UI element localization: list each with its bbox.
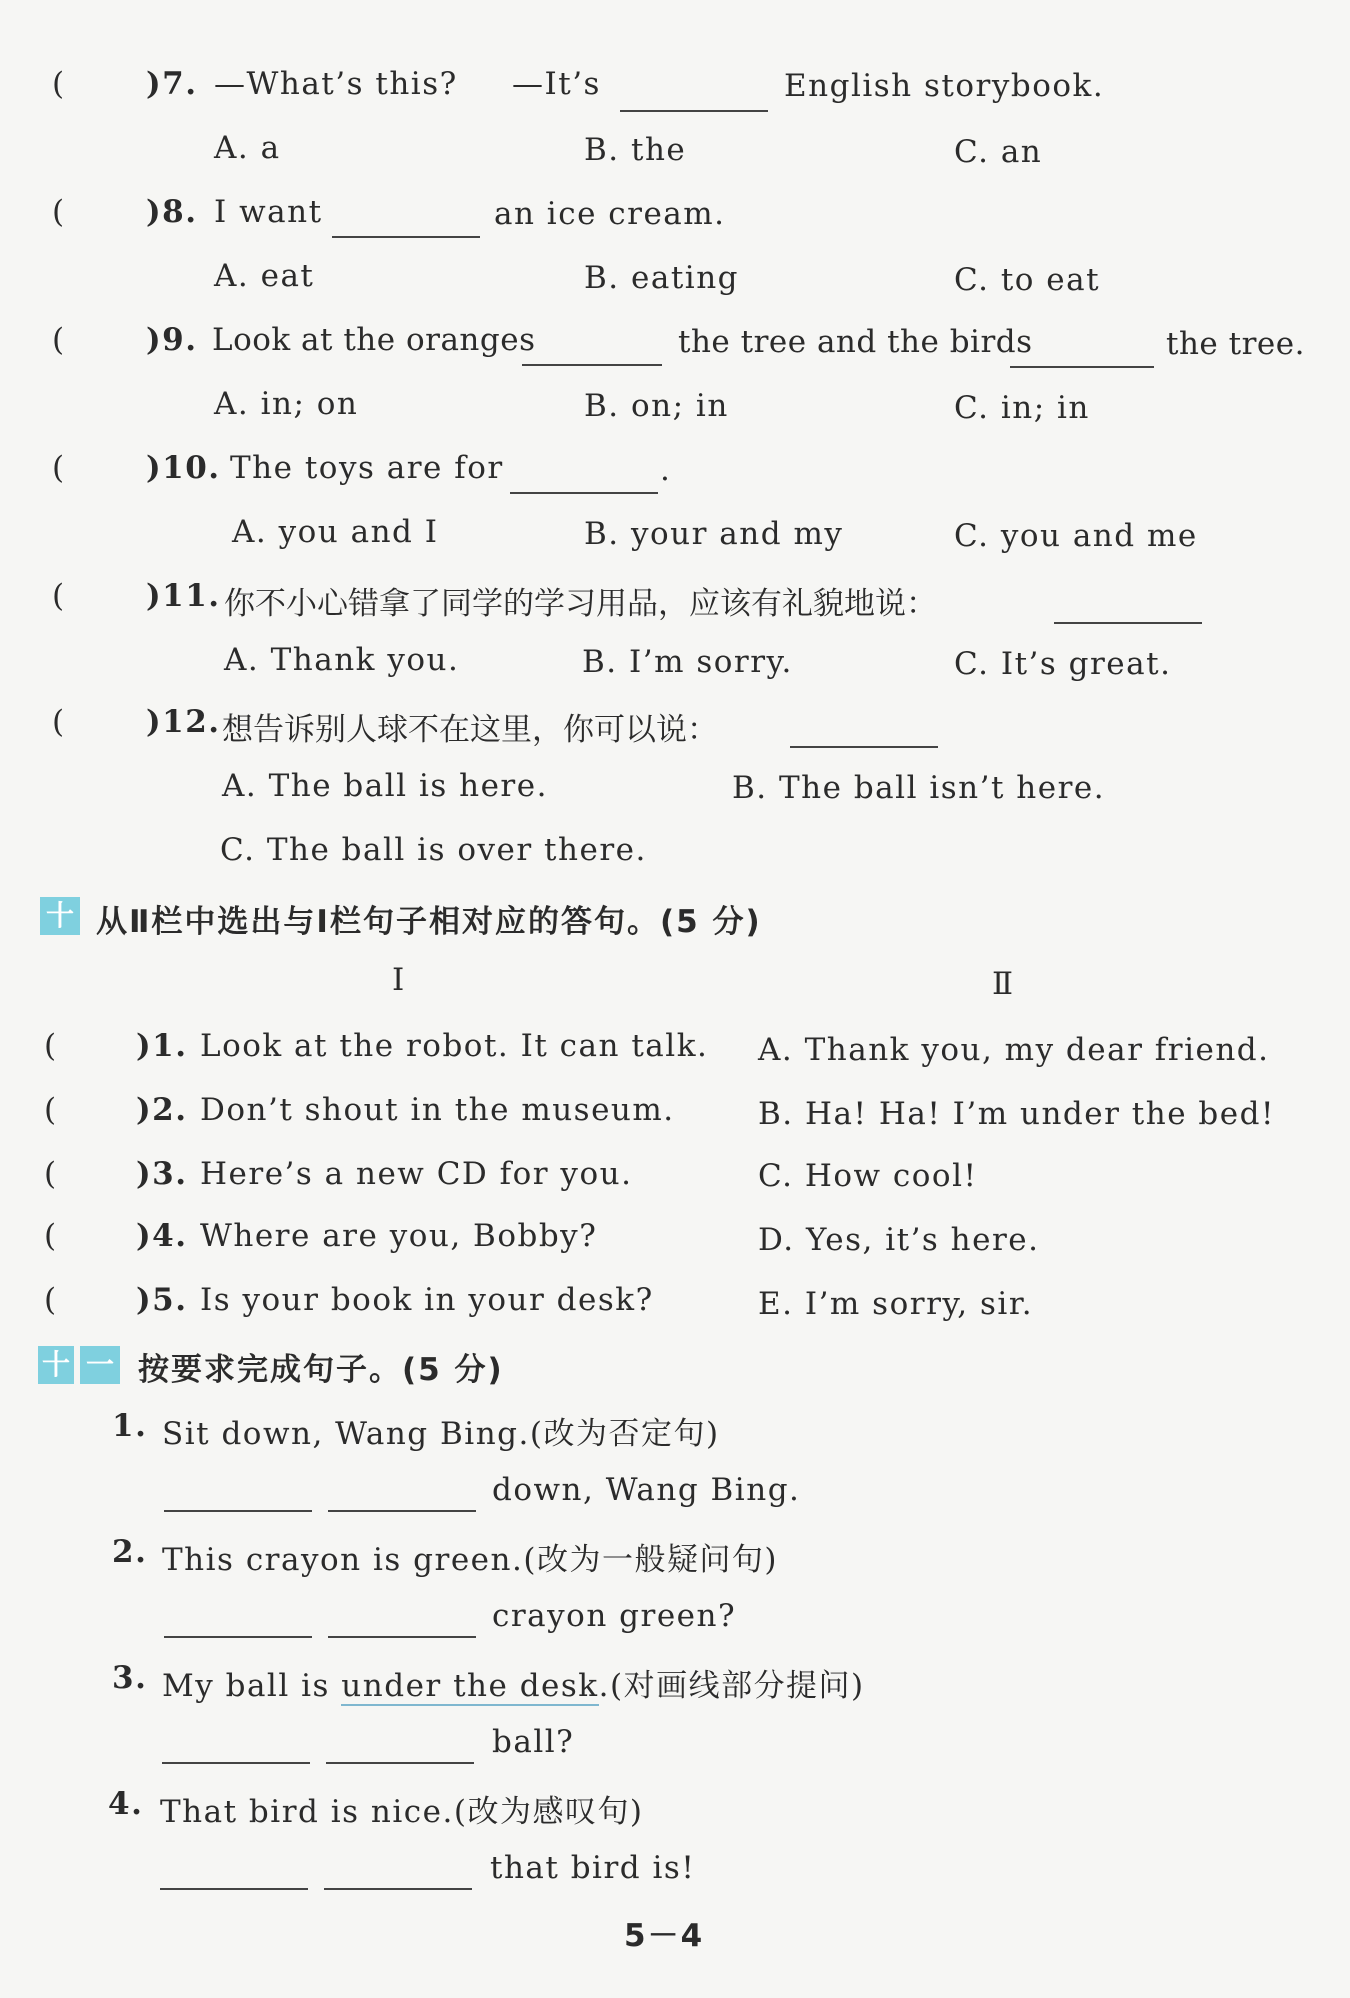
option-b: B. The ball isn’t here. [732, 770, 1106, 806]
answer-paren: ( [52, 704, 65, 740]
item-tail: down, Wang Bing. [492, 1472, 801, 1508]
item-question [162, 1534, 778, 1579]
option-a: A. The ball is here. [222, 768, 548, 804]
item-number: 4. [108, 1786, 144, 1822]
answer-paren: ( [52, 450, 65, 486]
question-number: )7. [146, 66, 198, 102]
answer-blank[interactable] [1010, 366, 1154, 368]
question-text: I want [214, 194, 323, 230]
answer-blank[interactable] [1054, 622, 1202, 624]
question-number: )8. [146, 194, 198, 230]
option-c: C. It’s great. [954, 646, 1172, 682]
match-number: )5. [136, 1282, 188, 1318]
item-question-text: My ball is [162, 1668, 342, 1704]
answer-blank[interactable] [790, 746, 938, 748]
item-tail: crayon green? [492, 1598, 737, 1634]
column-header: Ⅱ [992, 966, 1015, 1002]
match-question: Is your book in your desk? [200, 1282, 654, 1318]
answer-paren: ( [44, 1282, 57, 1318]
question-text: —What’s this? [214, 66, 458, 102]
option-b: B. the [584, 132, 687, 168]
item-hint: (改为一般疑问句) [523, 1542, 779, 1578]
match-answer: E. I’m sorry, sir. [758, 1286, 1034, 1322]
question-text: 你不小心错拿了同学的学习用品，应该有礼貌地说： [224, 586, 937, 622]
item-hint: (改为否定句) [529, 1416, 720, 1452]
answer-paren: ( [44, 1156, 57, 1192]
option-a: A. a [214, 130, 281, 166]
question-text: The toys are for [230, 450, 504, 486]
answer-paren: ( [52, 322, 65, 358]
answer-paren: ( [52, 578, 65, 614]
item-question-text: This crayon is green. [162, 1542, 524, 1578]
section-title: 从Ⅱ栏中选出与Ⅰ栏句子相对应的答句。(5 分) [96, 904, 762, 940]
section-badge: 十 [38, 1346, 74, 1384]
option-c: C. to eat [954, 262, 1101, 298]
item-number: 2. [112, 1534, 148, 1570]
match-question: Look at the robot. It can talk. [200, 1028, 709, 1064]
match-answer: D. Yes, it’s here. [758, 1222, 1040, 1258]
item-hint: (对画线部分提问) [609, 1668, 865, 1704]
match-question: Where are you, Bobby? [200, 1218, 598, 1254]
question-number: )12. [146, 704, 221, 740]
item-tail: ball? [492, 1724, 575, 1760]
option-b: B. your and my [584, 516, 844, 552]
answer-blank[interactable] [164, 1636, 312, 1638]
match-question: Here’s a new CD for you. [200, 1156, 633, 1192]
question-text: English storybook. [784, 68, 1105, 104]
match-question: Don’t shout in the museum. [200, 1092, 675, 1128]
answer-blank[interactable] [160, 1888, 308, 1890]
option-a: A. Thank you. [224, 642, 460, 678]
option-b: B. I’m sorry. [582, 644, 793, 680]
item-question-text: Sit down, Wang Bing. [162, 1416, 530, 1452]
answer-blank[interactable] [164, 1510, 312, 1512]
answer-paren: ( [44, 1218, 57, 1254]
question-text: —It’s [512, 66, 601, 102]
match-answer: B. Ha! Ha! I’m under the bed! [758, 1096, 1275, 1132]
option-a: A. eat [214, 258, 315, 294]
option-c: C. you and me [954, 518, 1198, 554]
item-hint: (改为感叹句) [453, 1794, 644, 1830]
question-text: an ice cream. [494, 196, 726, 232]
match-number: )1. [136, 1028, 188, 1064]
match-number: )3. [136, 1156, 188, 1192]
answer-paren: ( [44, 1092, 57, 1128]
option-a: A. you and I [232, 514, 439, 550]
underlined-phrase: under the desk [341, 1668, 599, 1704]
option-c: C. an [954, 134, 1043, 170]
match-answer: A. Thank you, my dear friend. [758, 1032, 1270, 1068]
option-b: B. on; in [584, 388, 729, 424]
answer-blank[interactable] [510, 492, 658, 494]
question-number: )10. [146, 450, 221, 486]
section-badge: 一 [80, 1346, 120, 1384]
answer-blank[interactable] [522, 364, 662, 366]
item-question [162, 1408, 720, 1453]
answer-paren: ( [52, 66, 65, 102]
item-tail: that bird is! [490, 1850, 696, 1886]
item-number: 1. [112, 1408, 148, 1444]
option-c: C. The ball is over there. [220, 832, 647, 868]
item-question-text: That bird is nice. [160, 1794, 454, 1830]
column-header: Ⅰ [392, 962, 406, 998]
option-b: B. eating [584, 260, 739, 296]
option-c: C. in; in [954, 390, 1090, 426]
question-text: the tree. [1166, 326, 1305, 362]
answer-blank[interactable] [332, 236, 480, 238]
answer-paren: ( [52, 194, 65, 230]
question-number: )9. [146, 322, 198, 358]
answer-blank[interactable] [326, 1762, 474, 1764]
answer-blank[interactable] [620, 110, 768, 112]
match-number: )4. [136, 1218, 188, 1254]
answer-blank[interactable] [162, 1762, 310, 1764]
question-text: 想告诉别人球不在这里，你可以说： [222, 712, 718, 748]
item-number: 3. [112, 1660, 148, 1696]
answer-paren: ( [44, 1028, 57, 1064]
match-number: )2. [136, 1092, 188, 1128]
question-number: )11. [146, 578, 221, 614]
answer-blank[interactable] [328, 1636, 476, 1638]
item-question [160, 1786, 644, 1831]
section-badge: 十 [40, 897, 80, 935]
answer-blank[interactable] [328, 1510, 476, 1512]
question-text: . [660, 452, 672, 488]
item-question [162, 1660, 865, 1705]
option-a: A. in; on [214, 386, 359, 422]
page-number: 5－4 [624, 1918, 705, 1954]
question-text: the tree and the birds [678, 324, 1033, 360]
answer-blank[interactable] [324, 1888, 472, 1890]
section-title: 按要求完成句子。(5 分) [138, 1352, 504, 1388]
item-question-text: . [598, 1668, 610, 1704]
match-answer: C. How cool! [758, 1158, 978, 1194]
question-text: Look at the oranges [212, 322, 536, 358]
